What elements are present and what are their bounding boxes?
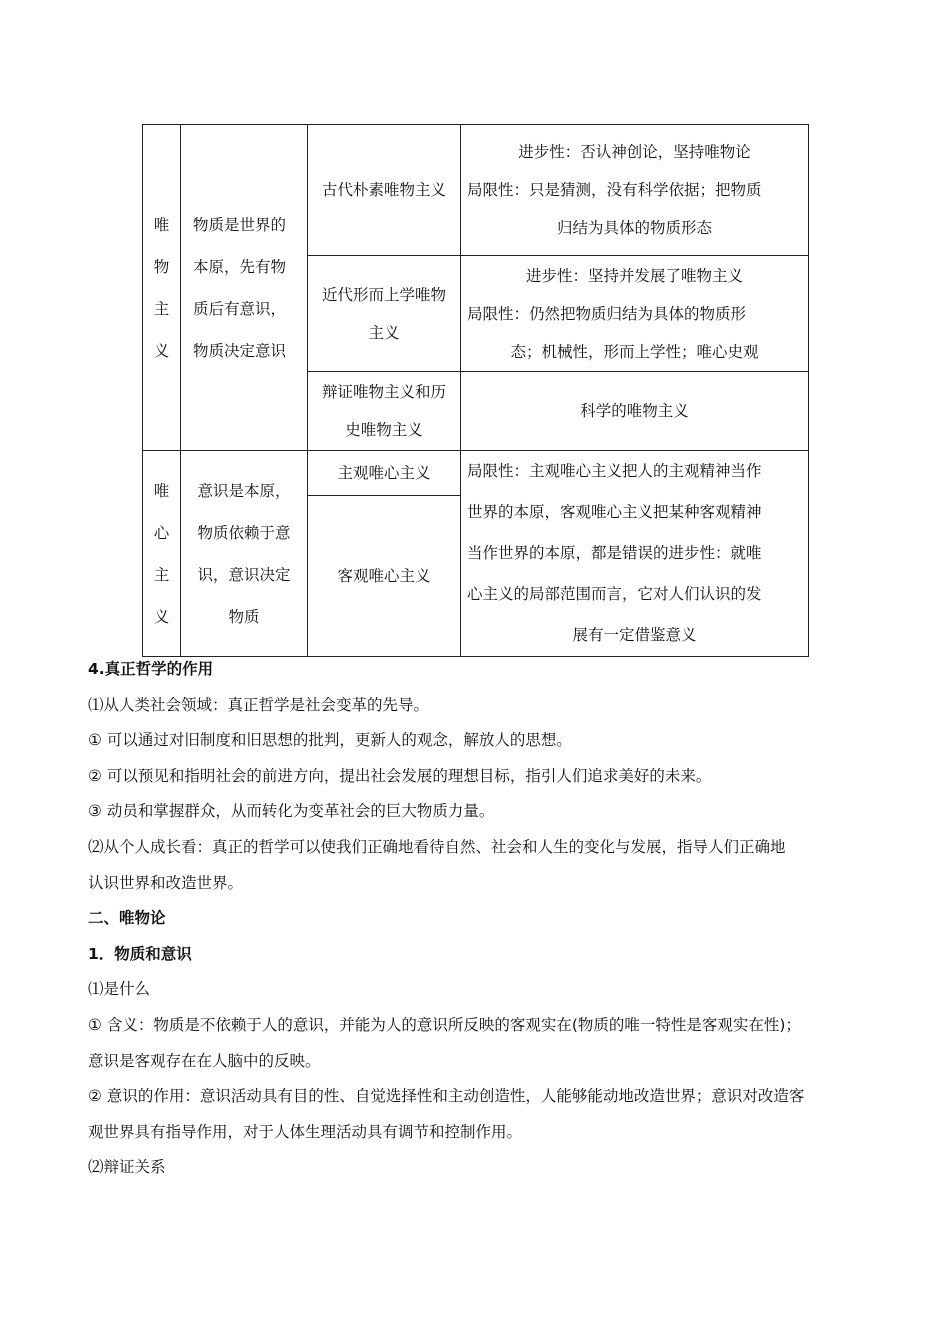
materialism-description: 物质是世界的 本原，先有物 质后有意识， 物质决定意识 [181,125,308,451]
paragraph: ② 可以预见和指明社会的前进方向，提出社会发展的理想目标，指引人们追求美好的未来。 [88,766,712,785]
paragraph: ⑴是什么 [88,980,151,999]
paragraph: ① 可以通过对旧制度和旧思想的批判，更新人的观念，解放人的思想。 [88,731,572,750]
paragraph: 认识世界和改造世界。 [88,873,244,892]
subsection-heading: 1．物质和意识 [88,944,192,963]
paragraph: 意识是客观存在在人脑中的反映。 [88,1051,321,1070]
type-objective-idealism: 客观唯心主义 [308,495,461,656]
paragraph: ① 含义：物质是不依赖于人的意识，并能为人的意识所反映的客观实在(物质的唯一特性是客观实在性)； [88,1015,801,1034]
section-heading-4: 4.真正哲学的作用 [88,660,214,678]
section-heading-2: 二、唯物论 [88,909,166,928]
idealism-label: 唯 心 主 义 [143,451,181,657]
type-subjective-idealism: 主观唯心主义 [308,451,461,496]
philosophy-table [142,124,809,657]
paragraph: ⑵从个人成长看：真正的哲学可以使我们正确地看待自然、社会和人生的变化与发展，指导人们正确地 [88,837,786,856]
type-dialectical-materialism: 辩证唯物主义和历 史唯物主义 [308,372,461,451]
paragraph: 观世界具有指导作用，对于人体生理活动具有调节和控制作用。 [88,1122,523,1141]
info-dialectical-materialism: 科学的唯物主义 [461,372,809,451]
idealism-description: 意识是本原， 物质依赖于意 识，意识决定 物质 [181,451,308,657]
info-ancient-materialism: 进步性：否认神创论，坚持唯物论 局限性：只是猜测，没有科学依据；把物质 归结为具体的物质形态 [461,125,809,256]
info-metaphysical-materialism: 进步性：坚持并发展了唯物主义 局限性：仍然把物质归结为具体的物质形 态；机械性，形而上学性；唯心史观 [461,256,809,372]
info-idealism: 局限性：主观唯心主义把人的主观精神当作 世界的本原，客观唯心主义把某种客观精神 当作世界的本原，都是错误的进步性：就唯 心主义的局部范围而言，它对人们认识的发 展有一定借鉴意义 [461,451,809,657]
type-ancient-materialism: 古代朴素唯物主义 [308,125,461,256]
paragraph: ⑴从人类社会领域：真正哲学是社会变革的先导。 [88,695,430,714]
paragraph: ③ 动员和掌握群众，从而转化为变革社会的巨大物质力量。 [88,802,495,821]
paragraph: ② 意识的作用：意识活动具有目的性、自觉选择性和主动创造性，人能够能动地改造世界；意识对改造客 [88,1087,805,1106]
type-metaphysical-materialism: 近代形而上学唯物 主义 [308,256,461,372]
body-text [88,652,868,1186]
materialism-label: 唯 物 主 义 [143,125,181,451]
paragraph: ⑵辩证关系 [88,1158,166,1177]
